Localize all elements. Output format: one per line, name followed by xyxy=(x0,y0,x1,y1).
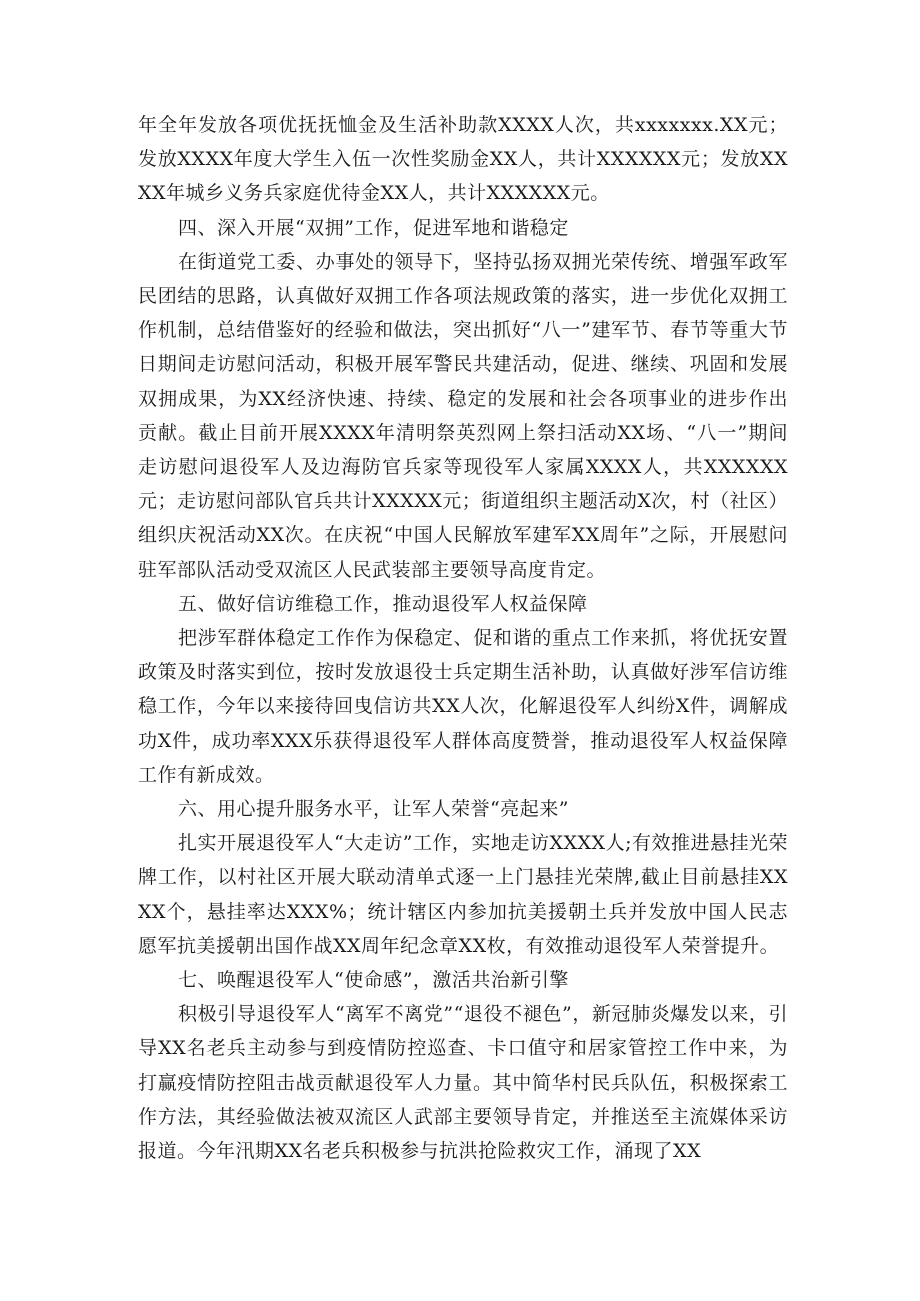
paragraph-subsidy-summary: 年全年发放各项优抚抚恤金及生活补助款XXXX人次，共xxxxxxx.XX元；发放XXXX年度大学生入伍一次性奖励金XX人，共计XXXXXX元；发放XXXX年城乡义务兵家庭优待金XX人，共计XXXXXX元。 xyxy=(138,114,788,205)
paragraph-shuangyong-work: 在街道党工委、办事处的领导下，坚持弘扬双拥光荣传统、增强军政军民团结的思路，认真做好双拥工作各项法规政策的落实，进一步优化双拥工作机制，总结借鉴好的经验和做法，突出抓好“八一”建军节、春节等重大节日期间走访慰问活动，积极开展军警民共建活动，促进、继续、巩固和发展双拥成果，为XX经济快速、持续、稳定的发展和社会各项事业的进步作出贡献。截止目前开展XXXX年清明祭英烈网上祭扫活动XX场、“八一”期间走访慰问退役军人及边海防官兵家等现役军人家属XXXX人，共XXXXXX元；走访慰问部队官兵共计XXXXX元；街道组织主题活动X次，村（社区）组织庆祝活动XX次。在庆祝“中国人民解放军建军XX周年”之际，开展慰问驻军部队活动受双流区人民武装部主要领导高度肯定。 xyxy=(138,250,788,581)
paragraph-veteran-mission: 积极引导退役军人“离军不离党”“退役不褪色”，新冠肺炎爆发以来，引导XX名老兵主动参与到疫情防控巡查、卡口值守和居家管控工作中来，为打赢疫情防控阻击战贡献退役军人力量。其中简华村民兵队伍，积极探索工作方法，其经验做法被双流区人武部主要领导肯定，并推送至主流媒体采访报道。今年汛期XX名老兵积极参与抗洪抢险救灾工作，涌现了XX xyxy=(138,1003,788,1163)
paragraph-service-honor: 扎实开展退役军人“大走访”工作，实地走访XXXX人;有效推进悬挂光荣牌工作，以村社区开展大联动清单式逐一上门悬挂光荣牌,截止目前悬挂XXXX个，悬挂率达XXX%；统计辖区内参加抗美援朝土兵并发放中国人民志愿军抗美援朝出国作战XX周年纪念章XX枚，有效推动退役军人荣誉提升。 xyxy=(138,832,788,957)
section-heading-5: 五、做好信访维稳工作，推动退役军人权益保障 xyxy=(178,592,588,615)
section-heading-6: 六、用心提升服务水平，让军人荣誉“亮起来” xyxy=(178,798,569,821)
section-heading-7: 七、唤醒退役军人“使命感”，激活共治新引擎 xyxy=(178,969,569,992)
paragraph-petition-stability: 把涉军群体稳定工作作为保稳定、促和谐的重点工作来抓，将优抚安置政策及时落实到位，按时发放退役士兵定期生活补助，认真做好涉军信访维稳工作，今年以来接待回曳信访共XX人次，化解退役军人纠纷X件，调解成功X件，成功率XXX乐获得退役军人群体高度赞誉，推动退役军人权益保障工作有新成效。 xyxy=(138,627,788,786)
document-body xyxy=(138,108,788,1168)
section-heading-4: 四、深入开展“双拥”工作，促进军地和谐稳定 xyxy=(178,216,569,239)
